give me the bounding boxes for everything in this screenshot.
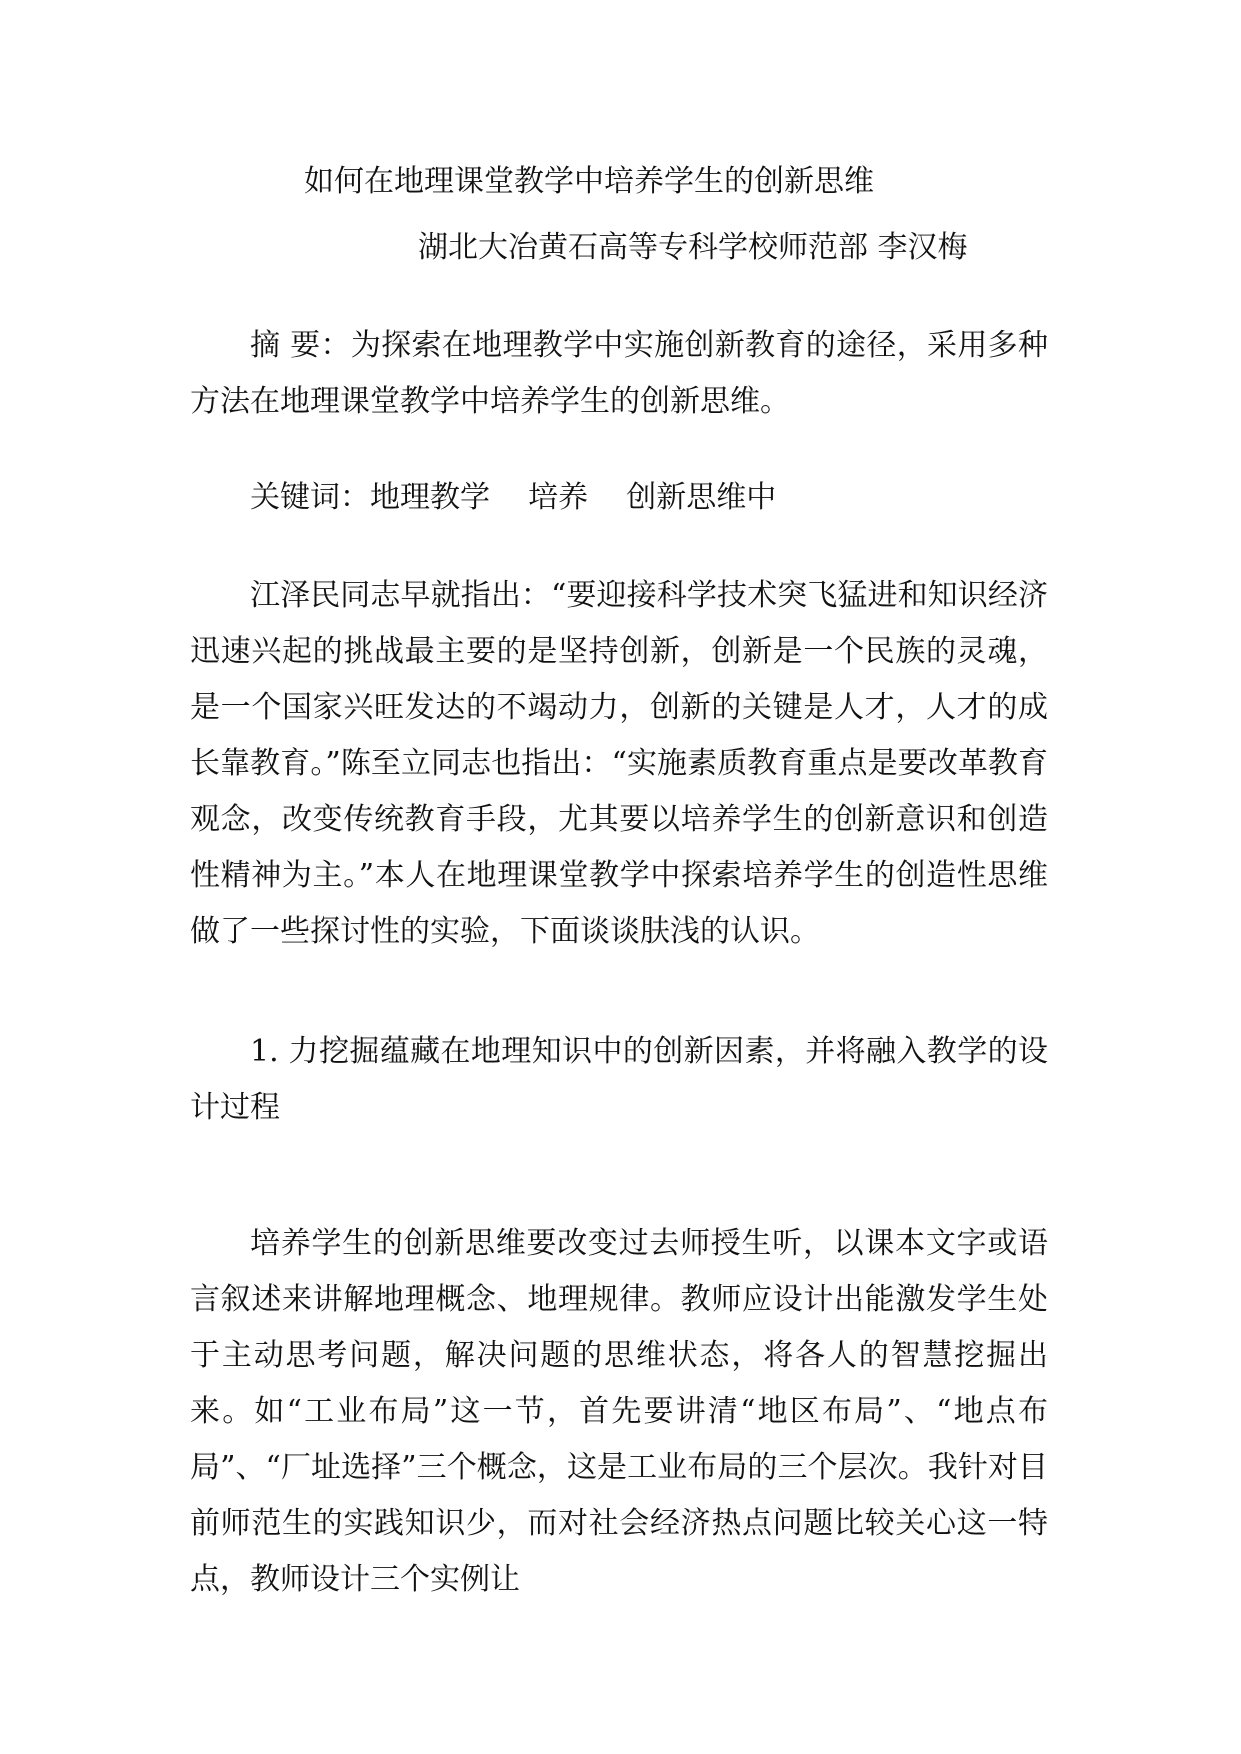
section-1-paragraph: 培养学生的创新思维要改变过去师授生听，以课本文字或语言叙述来讲解地理概念、地理规律。教师应设计出能激发学生处于主动思考问题，解决问题的思维状态，将各人的智慧挖掘出来。如“工业布局”这一节，首先要讲清“地区布局”、“地点布局”、“厂址选择”三个概念，这是工业布局的三个层次。我针对目前师范生的实践知识少，而对社会经济热点问题比较关心这一特点，教师设计三个实例让: [190, 1226, 1048, 1597]
author-line: 湖北大冶黄石高等专科学校师范部 李汉梅: [418, 230, 968, 265]
intro-paragraph: 江泽民同志早就指出：“要迎接科学技术突飞猛进和知识经济迅速兴起的挑战最主要的是坚持创新，创新是一个民族的灵魂，是一个国家兴旺发达的不竭动力，创新的关键是人才，人才的成长靠教育。”陈至立同志也指出：“实施素质教育重点是要改革教育观念，改变传统教育手段，尤其要以培养学生的创新意识和创造性精神为主。”本人在地理课堂教学中探索培养学生的创造性思维做了一些探讨性的实验，下面谈谈肤浅的认识。: [190, 578, 1048, 949]
keywords-line: 关键词：地理教学 培养 创新思维中: [250, 480, 777, 515]
document-title: 如何在地理课堂教学中培养学生的创新思维: [304, 164, 874, 199]
section-1-heading: 1. 力挖掘蕴藏在地理知识中的创新因素，并将融入教学的设计过程: [190, 1034, 1048, 1125]
abstract-paragraph: 摘 要：为探索在地理教学中实施创新教育的途径，采用多种方法在地理课堂教学中培养学生的创新思维。: [190, 328, 1048, 419]
